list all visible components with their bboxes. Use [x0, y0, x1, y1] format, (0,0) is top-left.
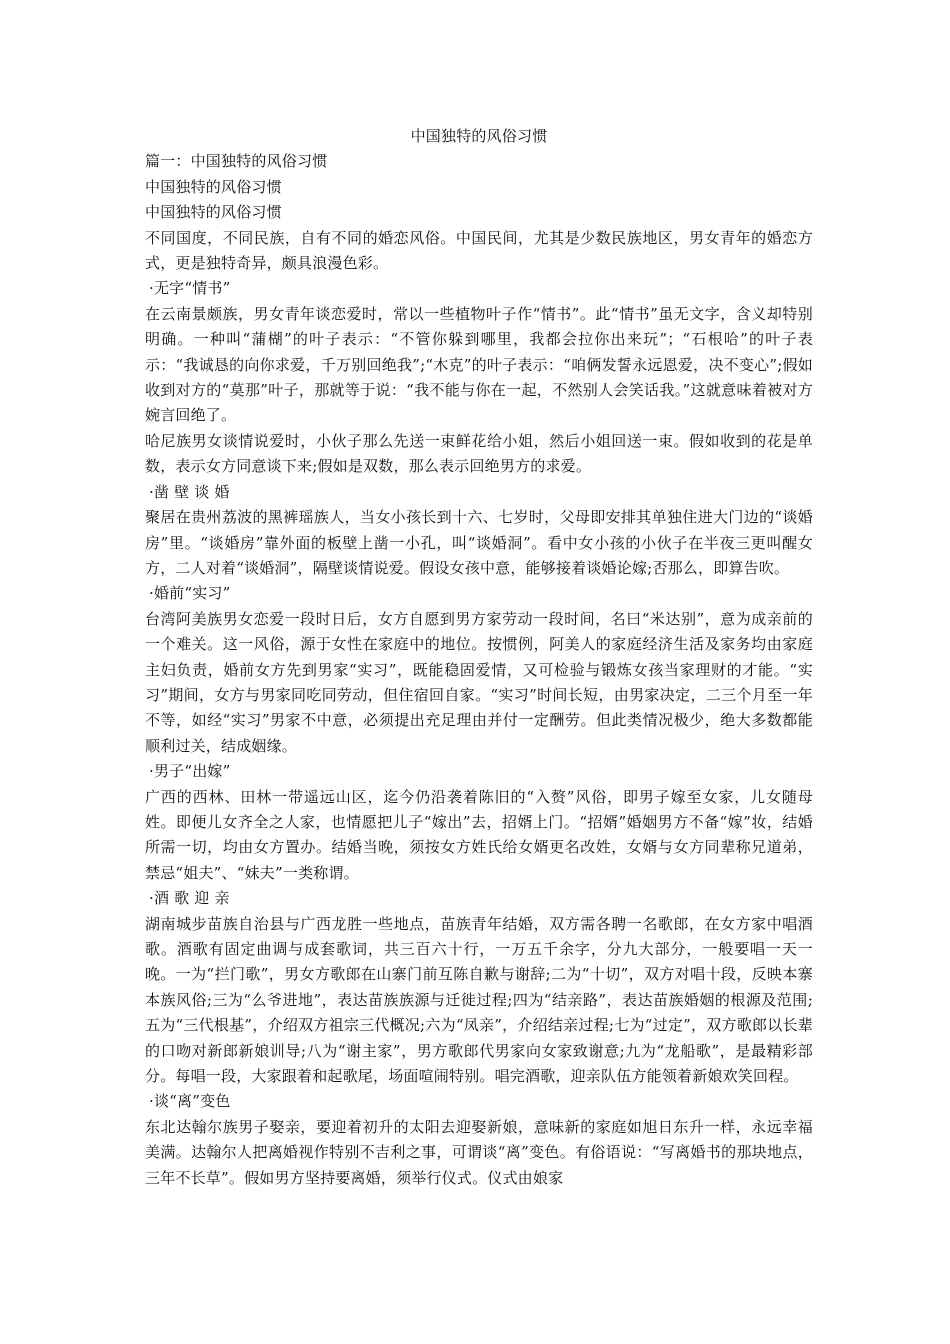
body-paragraph: 在云南景颇族，男女青年谈恋爱时，常以一些植物叶子作“情书”。此“情书”虽无文字，含义却特别明确。一种叫“蒲楜”的叶子表示：“不管你躲到哪里，我都会拉你出来玩”；“石根哈”的叶子表示：“我诚恳的向你求爱，千万别回绝我”;“木克”的叶子表示：“咱俩发誓永远恩爱，决不变心”;假如收到对方的“莫那”叶子，那就等于说：“我不能与你在一起，不然别人会笑话我。”这就意味着被对方婉言回绝了。: [145, 304, 813, 425]
section-heading: ·无字“情书”: [149, 279, 231, 298]
intro-paragraph: 不同国度，不同民族，自有不同的婚恋风俗。中国民间，尤其是少数民族地区，男女青年的婚恋方式，更是独特奇异，颇具浪漫色彩。: [145, 228, 813, 273]
section-heading: ·男子“出嫁”: [149, 762, 231, 781]
subtitle-line: 中国独特的风俗习惯: [145, 177, 282, 196]
section-line: 篇一：中国独特的风俗习惯: [145, 152, 328, 171]
body-paragraph: 聚居在贵州荔波的黑裤瑶族人，当女小孩长到十六、七岁时，父母即安排其单独住进大门边的“谈婚房”里。“谈婚房”靠外面的板壁上凿一小孔，叫“谈婚洞”。看中女小孩的小伙子在半夜三更叫醒女方，二人对着“谈婚洞”，隔壁谈情说爱。假设女孩中意，能够接着谈婚论嫁;否那么，即算告吹。: [145, 508, 813, 577]
body-paragraph: 哈尼族男女谈情说爱时，小伙子那么先送一束鲜花给小姐，然后小姐回送一束。假如收到的花是单数，表示女方同意谈下来;假如是双数，那么表示回绝男方的求爱。: [145, 431, 813, 476]
section-heading: ·谈“离”变色: [149, 1092, 231, 1111]
section-heading: ·凿 壁 谈 婚: [149, 482, 230, 501]
document-title: 中国独特的风俗习惯: [410, 127, 548, 145]
body-paragraph: 湖南城步苗族自治县与广西龙胜一些地点，苗族青年结婚，双方需各聘一名歌郎，在女方家中唱酒歌。酒歌有固定曲调与成套歌词，共三百六十行，一万五千余字，分九大部分，一般要唱一天一晚。一为“拦门歌”，男女方歌郎在山寨门前互陈自歉与谢辞;二为“十切”，双方对唱十段，反映本寨本族风俗;三为“么爷进地”，表达苗族族源与迁徙过程;四为“结亲路”，表达苗族婚姻的根源及范围;五为“三代根基”，介绍双方祖宗三代概况;六为“凤亲”，介绍结亲过程;七为“过定”，双方歌郎以长辈的口吻对新郎新娘训导;八为“谢主家”，男方歌郎代男家向女家致谢意;九为“龙船歌”，是最精彩部分。每唱一段，大家跟着和起歌尾，场面喧闹特别。唱完酒歌，迎亲队伍方能领着新娘欢笑回程。: [145, 914, 813, 1086]
body-paragraph: 广西的西林、田林一带遥远山区，迄今仍沿袭着陈旧的“入赘”风俗，即男子嫁至女家，儿女随母姓。即便儿女齐全之人家，也情愿把儿子“嫁出”去，招婿上门。“招婿”婚姻男方不备“嫁”妆，结婚所需一切，均由女方置办。结婚当晚，须按女方姓氏给女婿更名改姓，女婿与女方同辈称兄道弟，禁忌“姐夫”、“妹夫”一类称谓。: [145, 787, 813, 882]
document-page: [145, 124, 813, 1191]
subtitle-line: 中国独特的风俗习惯: [145, 203, 282, 222]
section-heading: ·婚前“实习”: [149, 584, 231, 603]
section-heading: ·酒 歌 迎 亲: [149, 889, 230, 908]
body-paragraph: 台湾阿美族男女恋爱一段时日后，女方自愿到男方家劳动一段时间，名曰“米达别”，意为成亲前的一个难关。这一风俗，源于女性在家庭中的地位。按惯例，阿美人的家庭经济生活及家务均由家庭主妇负责，婚前女方先到男家“实习”，既能稳固爱情，又可检验与锻炼女孩当家理财的才能。“实习”期间，女方与男家同吃同劳动，但住宿回自家。“实习”时间长短，由男家决定，二三个月至一年不等，如经“实习”男家不中意，必须提出充足理由并付一定酬劳。但此类情况极少，绝大多数都能顺利过关，结成姻缘。: [145, 609, 813, 755]
body-paragraph: 东北达翰尔族男子娶亲，要迎着初升的太阳去迎娶新娘，意味新的家庭如旭日东升一样，永远幸福美满。达翰尔人把离婚视作特别不吉利之事，可谓谈“离”变色。有俗语说：“写离婚书的那块地点，三年不长草”。假如男方坚持要离婚，须举行仪式。仪式由娘家: [145, 1117, 813, 1187]
